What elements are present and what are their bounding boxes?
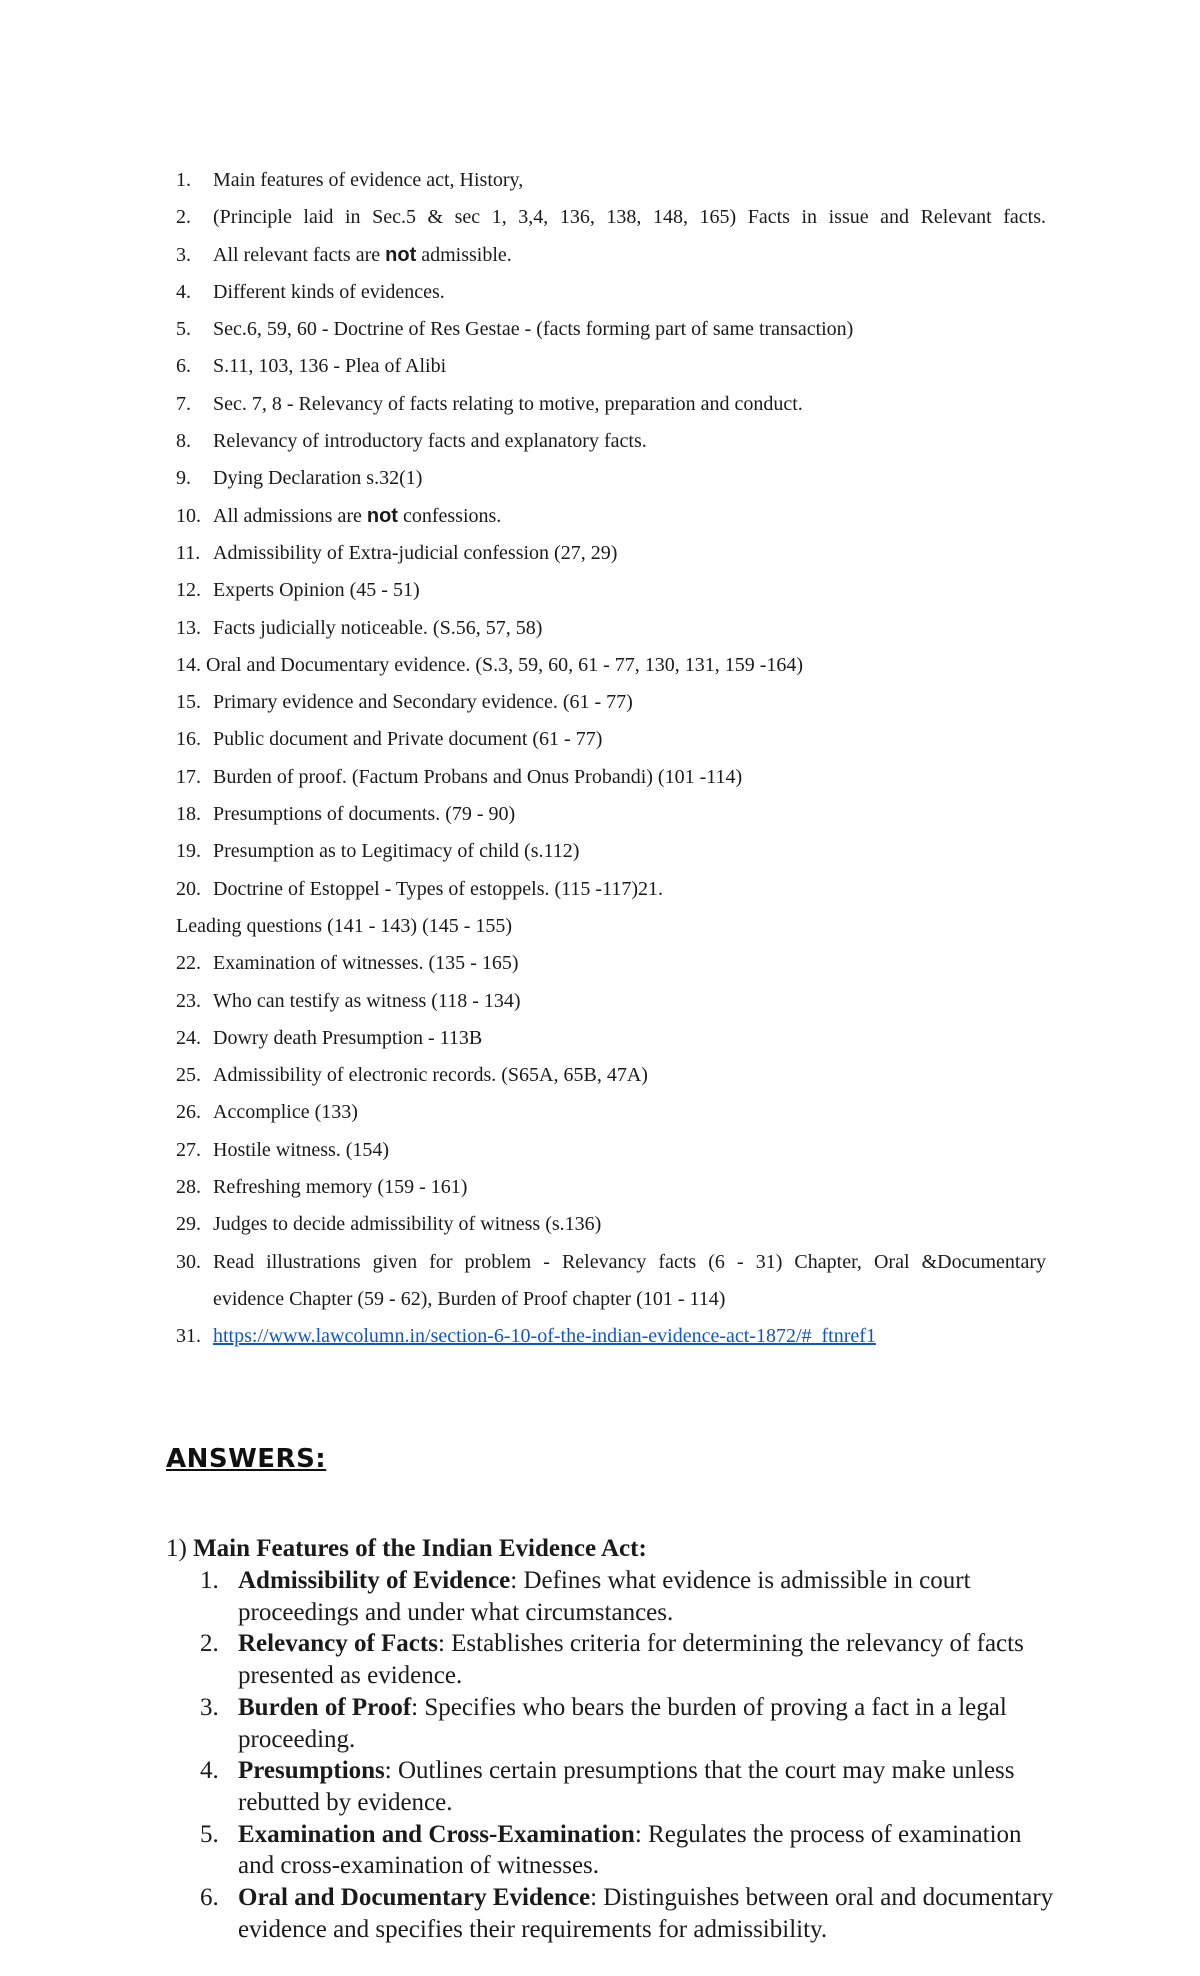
topic-number: 13. [176,616,201,639]
topic-text: Different kinds of evidences. [213,280,445,303]
topic-text: Judges to decide admissibility of witness (s.136) [213,1213,602,1236]
feature-item [200,1628,1060,1691]
topic-number: 9. [176,467,191,490]
topic-item [176,945,1046,982]
topic-text: Examination of witnesses. (135 - 165) [213,952,519,975]
feature-item [200,1755,1060,1818]
topic-item [176,311,1046,348]
answer-number: 1) [166,1535,187,1562]
topic-item [176,348,1046,385]
topic-text: Dying Declaration s.32(1) [213,467,423,490]
topic-text: Burden of proof. (Factum Probans and Onus Probandi) (101 -114) [213,765,743,788]
features-list [200,1565,1060,1945]
topic-item [176,572,1046,609]
topic-number: 22. [176,952,201,975]
topic-item [176,983,1046,1020]
topic-item [176,199,1046,236]
topic-item [176,647,1046,684]
feature-description: : Distinguishes between oral and documentary evidence and specifies their requirements for admissibility. [238,1884,1054,1943]
topic-item [176,1132,1046,1169]
topic-item [176,1318,1046,1355]
topic-number: 2. [176,206,191,229]
feature-number: 4. [200,1757,219,1785]
topic-text-continued: evidence Chapter (59 - 62), Burden of Proof chapter (101 - 114) [213,1287,726,1310]
topic-item [176,684,1046,721]
feature-item [200,1565,1060,1628]
feature-name: Relevancy of Facts [238,1630,438,1658]
topic-text: Public document and Private document (61 - 77) [213,728,603,751]
topic-number: 27. [176,1138,201,1161]
feature-name: Oral and Documentary Evidence [238,1884,591,1912]
topic-number: 10. [176,504,201,527]
topic-text: Admissibility of electronic records. (S65A, 65B, 47A) [213,1064,648,1087]
topic-text: Read illustrations given for problem - Relevancy facts (6 - 31) Chapter, Oral &Documentary [213,1250,1046,1273]
topic-number: 5. [176,318,191,341]
topic-number: 11. [176,541,201,564]
feature-number: 1. [200,1567,219,1594]
answer-title [166,1533,647,1565]
topic-number: 6. [176,355,191,378]
topic-number: 4. [176,280,191,303]
topic-text: confessions. [397,504,502,527]
topic-text: (Principle laid in Sec.5 & sec 1, 3,4, 136, 138, 148, 165) Facts in issue and Relevant facts. [213,206,1046,229]
feature-name: Admissibility of Evidence [238,1567,511,1594]
topic-text: Presumptions of documents. (79 - 90) [213,803,516,826]
topic-number: 29. [176,1213,201,1236]
topic-number: 19. [176,840,201,863]
topic-number: 25. [176,1064,201,1087]
topic-item [176,162,1046,199]
topic-text: Sec.6, 59, 60 - Doctrine of Res Gestae - (facts forming part of same transaction) [213,318,854,341]
feature-number: 3. [200,1693,219,1721]
topic-number: 24. [176,1026,201,1049]
topic-item [176,1206,1046,1243]
feature-description: : Specifies who bears the burden of proving a fact in a legal proceeding. [238,1693,1007,1753]
topic-text: Primary evidence and Secondary evidence. (61 - 77) [213,691,633,714]
topic-number: 7. [176,392,191,415]
topic-item [176,460,1046,497]
answers-heading: ANSWERS: [166,1444,327,1474]
topic-item [176,833,1046,870]
topic-number: 31. [176,1325,201,1348]
emphasis-not: not [385,243,417,266]
topic-text: Presumption as to Legitimacy of child (s.112) [213,840,580,863]
topic-item [176,386,1046,423]
topic-number: 30. [176,1250,201,1273]
feature-description: : Defines what evidence is admissible in court proceedings and under what circumstances. [238,1567,971,1626]
emphasis-not: not [366,504,398,527]
feature-description: : Establishes criteria for determining the relevancy of facts presented as evidence. [238,1630,1024,1690]
topic-item [176,871,1046,908]
topic-item [176,423,1046,460]
feature-number: 5. [200,1820,219,1848]
topic-text: Main features of evidence act, History, [213,169,524,191]
topic-text: All admissions are [213,504,367,527]
topic-number: 23. [176,989,201,1012]
topic-item [176,1094,1046,1131]
feature-description: : Regulates the process of examination and cross-examination of witnesses. [238,1820,1022,1880]
feature-item [200,1692,1060,1755]
topic-number: 28. [176,1176,201,1199]
topic-text: Dowry death Presumption - 113B [213,1026,483,1049]
topic-item [176,796,1046,833]
topic-number: 12. [176,579,201,602]
topic-item [176,1169,1046,1206]
topic-number: 14. [176,653,201,676]
feature-item [200,1882,1060,1945]
topic-number: 26. [176,1101,201,1124]
topic-number: 16. [176,728,201,751]
feature-name: Burden of Proof [238,1693,412,1721]
topic-number: 8. [176,430,191,453]
topic-item [176,721,1046,758]
topic-item [176,274,1046,311]
topic-text: Doctrine of Estoppel - Types of estoppels. (115 -117)21. [213,877,663,900]
topic-item [176,610,1046,647]
topic-item [176,498,1046,535]
feature-item [200,1819,1060,1882]
topic-item [176,1020,1046,1057]
topic-text: admissible. [416,243,512,266]
topic-text: Who can testify as witness (118 - 134) [213,989,521,1012]
answer-heading-text: Main Features of the Indian Evidence Act: [193,1535,647,1562]
feature-number: 2. [200,1630,219,1658]
feature-name: Presumptions [238,1757,385,1785]
topic-text: Oral and Documentary evidence. (S.3, 59, 60, 61 - 77, 130, 131, 159 -164) [206,653,804,676]
topic-text: Accomplice (133) [213,1101,358,1124]
topic-text: Leading questions (141 - 143) (145 - 155) [176,914,513,937]
feature-name: Examination and Cross-Examination [238,1820,635,1848]
topic-text: Hostile witness. (154) [213,1138,390,1161]
topic-item [176,1244,1046,1319]
topic-text: Admissibility of Extra-judicial confession (27, 29) [213,541,618,564]
topic-text: Facts judicially noticeable. (S.56, 57, 58) [213,616,543,639]
topic-text: Relevancy of introductory facts and explanatory facts. [213,430,647,453]
topic-text: Experts Opinion (45 - 51) [213,579,420,602]
topic-number: 20. [176,877,201,900]
topic-number: 15. [176,691,201,714]
topic-number: 17. [176,765,201,788]
topic-number: 3. [176,243,191,266]
topic-item [176,535,1046,572]
topic-text: S.11, 103, 136 - Plea of Alibi [213,355,447,378]
topics-list [176,162,1046,1356]
topic-item [176,1057,1046,1094]
feature-number: 6. [200,1884,219,1912]
topic-item [176,759,1046,796]
topic-number: 18. [176,803,201,826]
reference-link[interactable]: https://www.lawcolumn.in/section-6-10-of-the-indian-evidence-act-1872/#_ftnref1 [213,1325,876,1348]
topic-text: All relevant facts are [213,243,386,266]
feature-description: : Outlines certain presumptions that the court may make unless rebutted by evidence. [238,1757,1015,1816]
topic-text: Refreshing memory (159 - 161) [213,1176,468,1199]
topic-number: 1. [176,169,191,191]
topic-item [176,908,1046,945]
topic-text: Sec. 7, 8 - Relevancy of facts relating to motive, preparation and conduct. [213,392,803,415]
topic-item [176,237,1046,274]
